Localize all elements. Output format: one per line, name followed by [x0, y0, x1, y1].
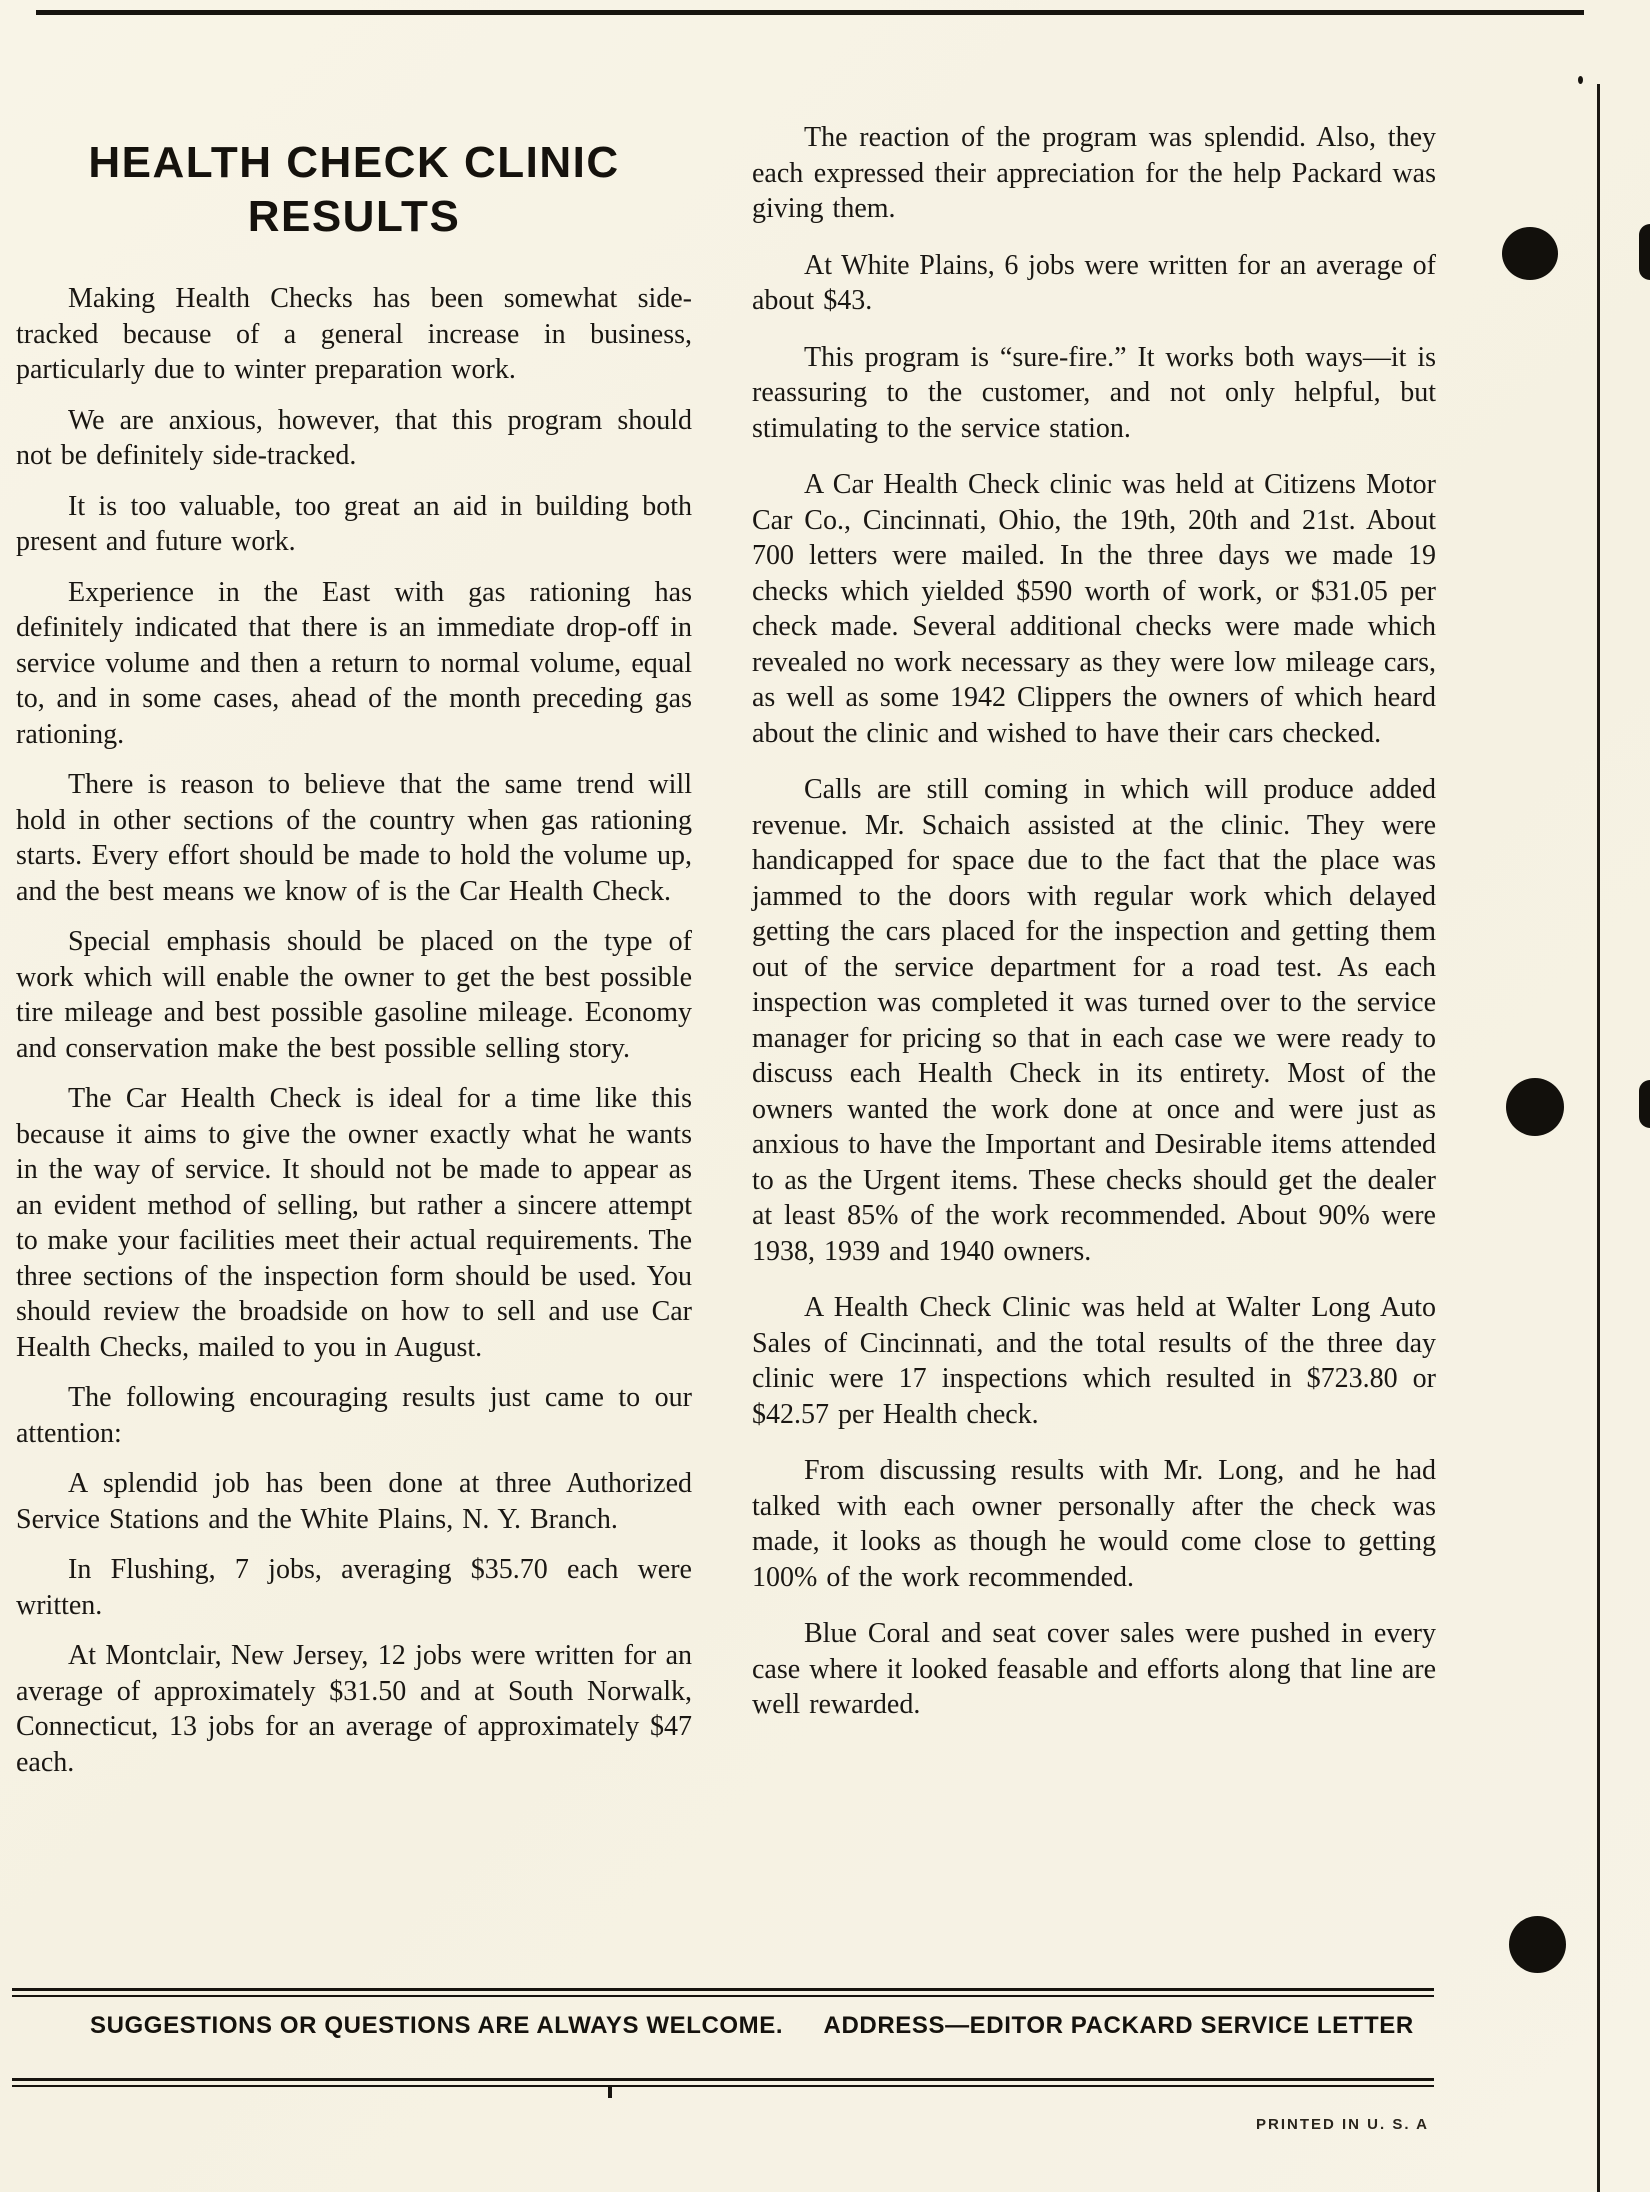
punch-hole-middle — [1506, 1078, 1564, 1136]
footer-top-rule — [12, 1988, 1434, 1997]
paragraph-left-10: In Flushing, 7 jobs, averaging $35.70 each were written. — [16, 1554, 692, 1621]
paragraph-right-7: From discussing results with Mr. Long, and he had talked with each owner personally after the check was made, it looks as though he would come close to getting 100% of the work recommended. — [752, 1455, 1436, 1593]
paragraph-left-1: Making Health Checks has been somewhat side-tracked because of a general increase in business, particularly due to winter preparation work. — [16, 283, 692, 386]
paragraph-left-2: We are anxious, however, that this program should not be definitely side-tracked. — [16, 404, 692, 472]
edge-blot-middle — [1639, 1080, 1650, 1128]
paragraph-right-4: A Car Health Check clinic was held at Citizens Motor Car Co., Cincinnati, Ohio, the 19th, 20th and 21st. About 700 letters were mailed. In the three days we made 19 checks which yielded $590 worth of work, or $31.05 per check made. Several additional checks were made which revealed no work necessary as they were low mileage cars, as well as some 1942 Clippers the owners of which heard about the clinic and wished to have their cars checked. — [752, 469, 1436, 749]
paragraph-left-3: It is too valuable, too great an aid in building both present and future work. — [16, 490, 692, 558]
registration-tick — [608, 2086, 612, 2098]
paragraph-left-5: There is reason to believe that the same trend will hold in other sections of the country when gas rationing starts. Every effort should be made to hold the volume up, and the best means we know of is the Car Health Check. — [16, 769, 692, 907]
right-column — [752, 120, 1436, 1723]
edge-blot-top — [1639, 224, 1650, 280]
paragraph-left-4: Experience in the East with gas rationing has definitely indicated that there is an immediate drop-off in service volume and then a return to normal volume, equal to, and in some cases, ahead of the month preceding gas rationing. — [16, 576, 692, 750]
paragraph-left-7: The Car Health Check is ideal for a time like this because it aims to give the owner exactly what he wants in the way of service. It should not be made to appear as an evident method of selling, but rather a sincere attempt to make your facilities meet their actual requirements. The three sections of the inspection form should be used. You should review the broadside on how to sell and use Car Health Checks, mailed to you in August. — [16, 1083, 692, 1363]
paragraph-left-11: At Montclair, New Jersey, 12 jobs were written for an average of approximately $31.50 and at South Norwalk, Connecticut, 13 jobs for an average of approximately $47 each. — [16, 1640, 692, 1778]
paragraph-left-6: Special emphasis should be placed on the type of work which will enable the owner to get the best possible tire mileage and best possible gasoline mileage. Economy and conservation make the best possible selling story. — [16, 926, 692, 1064]
scan-speck — [1578, 76, 1583, 84]
paragraph-right-8: Blue Coral and seat cover sales were pushed in every case where it looked feasable and efforts along that line are well rewarded. — [752, 1618, 1436, 1720]
paragraph-left-9: A splendid job has been done at three Authorized Service Stations and the White Plains, N. Y. Branch. — [16, 1468, 692, 1535]
paragraph-right-3: This program is “sure-fire.” It works both ways—it is reassuring to the customer, and not only helpful, but stimulating to the service station. — [752, 341, 1436, 444]
footer-suggestions-text: SUGGESTIONS OR QUESTIONS ARE ALWAYS WELCOME. — [90, 2012, 784, 2039]
top-horizontal-rule — [36, 10, 1584, 15]
printed-in-usa-note: PRINTED IN U. S. A — [1256, 2116, 1429, 2133]
footer-address-text: ADDRESS—EDITOR PACKARD SERVICE LETTER — [823, 2012, 1414, 2039]
footer-banner — [90, 2012, 1420, 2040]
left-column — [16, 128, 692, 1780]
paragraph-right-1: The reaction of the program was splendid. Also, they each expressed their appreciation for the help Packard was giving them. — [752, 122, 1436, 224]
footer-bottom-rule — [12, 2078, 1434, 2087]
paragraph-right-2: At White Plains, 6 jobs were written for an average of about $43. — [752, 249, 1436, 316]
right-edge-rule — [1597, 84, 1600, 2192]
punch-hole-top — [1502, 227, 1558, 280]
paragraph-right-5: Calls are still coming in which will produce added revenue. Mr. Schaich assisted at the clinic. They were handicapped for space due to the fact that the place was jammed to the doors with regular work which delayed getting the cars placed for the inspection and getting them out of the service department for a road test. As each inspection was completed it was turned over to the service manager for pricing so that in each case we were ready to discuss each Health Check in its entirety. Most of the owners wanted the work done at once and were just as anxious to have the Important and Desirable items attended to as the Urgent items. These checks should get the dealer at least 85% of the work recommended. About 90% were 1938, 1939 and 1940 owners. — [752, 774, 1436, 1267]
paragraph-left-8: The following encouraging results just came to our attention: — [16, 1382, 692, 1449]
page-title-line2: RESULTS — [247, 191, 461, 241]
punch-hole-bottom — [1509, 1916, 1566, 1973]
page-title-line1: HEALTH CHECK CLINIC — [88, 138, 620, 187]
paragraph-right-6: A Health Check Clinic was held at Walter Long Auto Sales of Cincinnati, and the total results of the three day clinic were 17 inspections which resulted in $723.80 or $42.57 per Health check. — [752, 1292, 1436, 1430]
page-title — [46, 136, 662, 243]
